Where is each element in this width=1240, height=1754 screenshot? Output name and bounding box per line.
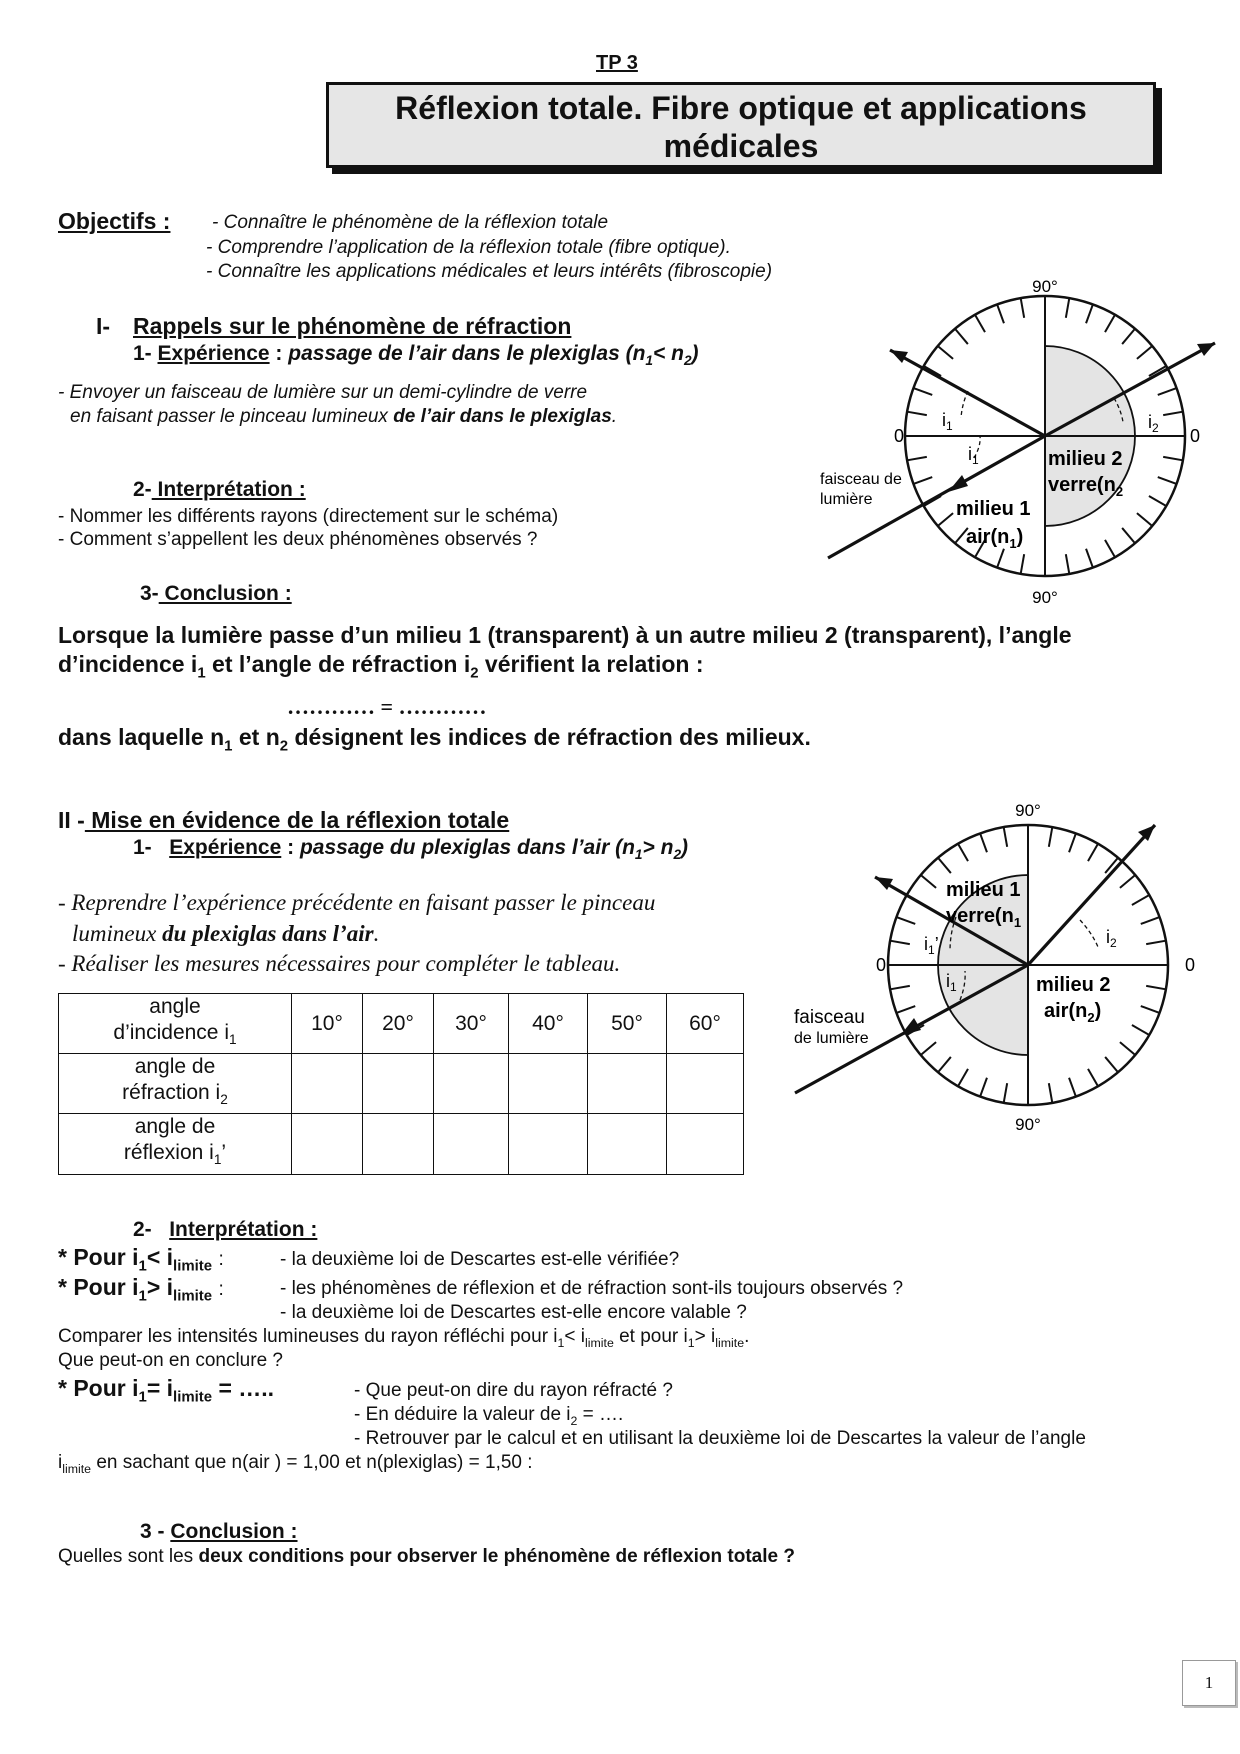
protractor-tick	[1105, 540, 1115, 557]
page-title	[326, 82, 1156, 168]
formula-blank: ………… = …………	[287, 694, 487, 719]
protractor-tick	[907, 412, 927, 415]
protractor-tick	[1069, 833, 1076, 852]
diagram-2-right-label: 0	[1185, 955, 1196, 975]
diagram-2-medium-1-line-1: milieu 1	[946, 879, 1021, 901]
protractor-tick	[913, 477, 932, 484]
case-3-question-4: $i_{limite}$ en sachant que n(air ) = 1,00 et n(plexiglas) = 1,50 :	[58, 1452, 533, 1476]
protractor-tick	[1141, 1006, 1160, 1013]
objectives-label: Objectifs :	[58, 208, 171, 234]
instruction-2-1: - Reprendre l’expérience précédente en faisant passer le pinceau	[58, 890, 656, 915]
diagram-1-top-label: 90°	[1032, 277, 1058, 296]
protractor-tick	[1004, 1083, 1007, 1103]
protractor-tick	[1021, 298, 1024, 318]
protractor-tick	[1146, 941, 1166, 944]
protractor-tick	[997, 304, 1004, 323]
angle-arc-reflection	[961, 391, 968, 418]
page-number-box	[1182, 1660, 1236, 1706]
protractor-tick	[1088, 844, 1098, 861]
table-empty-cell[interactable]	[434, 1114, 509, 1174]
protractor-tick	[896, 1006, 915, 1013]
experiment-2-colon: :	[281, 836, 300, 859]
experiment-1-heading: 1- Expérience : passage de l’air dans le plexiglas $(n_1< n_2)$	[133, 342, 699, 369]
angle-arc-refraction-2	[1080, 920, 1098, 947]
interpretation-1-heading	[133, 478, 306, 502]
diagram-1-medium-2-line-1: milieu 2	[1048, 448, 1123, 470]
conclude-question: Que peut-on en conclure ?	[58, 1350, 283, 1371]
protractor-tick	[1149, 496, 1166, 506]
table-value-cell: 40°	[509, 994, 588, 1054]
protractor-tick	[1122, 329, 1135, 344]
protractor-tick	[938, 1057, 951, 1072]
conclusion-2-question: Quelles sont les deux conditions pour observer le phénomène de réflexion totale ?	[58, 1546, 795, 1567]
table-empty-cell[interactable]	[434, 1054, 509, 1114]
diagram-2-angle-i1-reflection: $i_1$’	[924, 934, 939, 957]
protractor-tick	[1004, 827, 1007, 847]
diagram-1-right-label: 0	[1190, 426, 1201, 446]
diagram-2-left-label: 0	[876, 955, 887, 975]
diagram-1-bottom-label: 90°	[1032, 588, 1058, 607]
experiment-1-text: passage de l’air dans le plexiglas (n	[288, 342, 646, 365]
table-header-refraction: angle de réfraction $i_2$	[59, 1054, 292, 1114]
protractor-tick	[938, 346, 953, 359]
conclusion-1-text-2: d’incidence $i_1$ et l’angle de réfraction $i_2$ vérifient la relation :	[58, 651, 704, 682]
diagram-1-medium-1-line-1: milieu 1	[956, 498, 1031, 520]
diagram-2-medium-2-line-1: milieu 2	[1036, 974, 1111, 996]
protractor-tick	[1066, 554, 1069, 574]
table-value-cell: 60°	[667, 994, 744, 1054]
protractor-tick	[1086, 304, 1093, 323]
table-value-cell: 20°	[363, 994, 434, 1054]
conclusion-1-text-3c: désignent les indices de réfraction des milieux.	[288, 724, 811, 750]
refracted-arrow-icon	[1197, 343, 1215, 356]
diagram-2-bottom-label: 90°	[1015, 1115, 1041, 1134]
tp-number: TP 3	[596, 52, 638, 74]
compare-intensities: Comparer les intensités lumineuses du rayon réfléchi pour $i_1< i_{limite}$ et pour $i_1> i_{limite}$.	[58, 1326, 750, 1350]
conclusion-1-text-2c: vérifient la relation :	[478, 651, 704, 677]
experiment-1-relation: < n	[653, 342, 684, 365]
case-2-question-2: - la deuxième loi de Descartes est-elle encore valable ?	[280, 1302, 747, 1323]
protractor-tick	[1105, 1057, 1118, 1072]
diagram-1-angle-i1-reflection: $i_1$	[942, 410, 953, 433]
protractor-tick	[921, 875, 936, 888]
protractor-tick	[1132, 895, 1149, 905]
protractor-tick	[907, 457, 927, 460]
table-empty-cell[interactable]	[667, 1114, 744, 1174]
table-value-cell: 10°	[292, 994, 363, 1054]
table-empty-cell[interactable]	[509, 1054, 588, 1114]
protractor-tick	[1141, 917, 1160, 924]
interpretation-1-number: 2-	[133, 478, 152, 501]
objective-2: - Comprendre l’application de la réflexion totale (fibre optique).	[206, 237, 731, 258]
case-2-question-1: - les phénomènes de réflexion et de réfraction sont-ils toujours observés ?	[280, 1278, 904, 1299]
protractor-tick	[1049, 827, 1052, 847]
case-3-question-1: - Que peut-on dire du rayon réfracté ?	[354, 1380, 673, 1401]
refracted-ray-2	[1028, 825, 1155, 965]
protractor-tick	[997, 549, 1004, 568]
refraction-diagram-1	[810, 270, 1230, 610]
protractor-tick	[896, 917, 915, 924]
diagram-1-source-label-1: faisceau de	[820, 471, 902, 488]
protractor-tick	[921, 1042, 936, 1055]
protractor-tick	[1137, 513, 1152, 526]
experiment-2-heading: 1- Expérience : passage du plexiglas dans l’air $(n_1> n_2)$	[133, 836, 689, 863]
protractor-tick	[890, 986, 910, 989]
objective-1: - Connaître le phénomène de la réflexion totale	[212, 212, 609, 233]
reflected-arrow-icon	[890, 350, 908, 363]
diagram-2-source-label-2: de lumière	[794, 1030, 869, 1047]
experiment-2-number: 1-	[133, 836, 152, 859]
table-empty-cell[interactable]	[588, 1054, 667, 1114]
table-value-cell: 30°	[434, 994, 509, 1054]
experiment-1-number: 1-	[133, 342, 158, 365]
table-header-reflection: angle de réflexion $i_1$’	[59, 1114, 292, 1174]
instruction-2: en faisant passer le pinceau lumineux de l’air dans le plexiglas.	[70, 406, 618, 427]
section-1-number: I-	[96, 313, 111, 339]
protractor-tick	[1158, 477, 1177, 484]
table-empty-cell[interactable]	[588, 1114, 667, 1174]
protractor-tick	[1105, 315, 1115, 332]
table-empty-cell[interactable]	[363, 1054, 434, 1114]
page-number: 1	[1204, 1673, 1214, 1692]
title-line-1: Réflexion totale. Fibre optique et applications	[395, 90, 1087, 126]
experiment-1-label: Expérience	[157, 342, 270, 365]
diagram-2-top-label: 90°	[1015, 801, 1041, 820]
protractor-tick	[1049, 1083, 1052, 1103]
instruction-1: - Envoyer un faisceau de lumière sur un demi-cylindre de verre	[58, 382, 588, 403]
protractor-tick	[1146, 986, 1166, 989]
table-value-cell: 50°	[588, 994, 667, 1054]
reflected-arrow-icon-2	[875, 877, 893, 890]
diagram-1-angle-i2: $i_2$	[1148, 412, 1159, 435]
experiment-1-colon: :	[269, 342, 289, 365]
diagram-1-source-label-2: lumière	[820, 491, 873, 508]
protractor-tick	[1122, 528, 1135, 543]
protractor-tick	[975, 315, 985, 332]
protractor-tick	[1066, 298, 1069, 318]
table-empty-cell[interactable]	[292, 1114, 363, 1174]
protractor-tick	[1163, 457, 1183, 460]
interpretation-1-question-2: - Comment s’appellent les deux phénomènes observés ?	[58, 529, 538, 550]
interpretation-2-heading	[133, 1218, 317, 1242]
conclusion-1-label: Conclusion :	[158, 582, 292, 605]
case-1-question: - la deuxième loi de Descartes est-elle vérifiée?	[280, 1249, 680, 1270]
table-empty-cell[interactable]	[292, 1054, 363, 1114]
conclusion-1-text-2a: d’incidence i	[58, 651, 198, 677]
interpretation-2-label: Interprétation :	[169, 1218, 318, 1241]
protractor-tick	[1137, 346, 1152, 359]
protractor-tick	[1021, 554, 1024, 574]
table-row	[59, 994, 744, 1054]
protractor-tick	[958, 844, 968, 861]
protractor-tick	[980, 833, 987, 852]
protractor-tick	[1069, 1078, 1076, 1097]
instruction-2-bold: de l’air dans le plexiglas	[393, 406, 612, 427]
table-row	[59, 1114, 744, 1174]
protractor-tick	[980, 1078, 987, 1097]
refraction-diagram-2	[780, 795, 1210, 1140]
section-2-title: Mise en évidence de la réflexion totale	[84, 807, 510, 833]
protractor-tick	[913, 388, 932, 395]
case-3-question-3: - Retrouver par le calcul et en utilisant la deuxième loi de Descartes la valeur de l’angle	[354, 1428, 1086, 1449]
table-header-incidence: angle d’incidence $i_1$	[59, 994, 292, 1054]
conclusion-1-text-3: dans laquelle $n_1$ et $n_2$ désignent les indices de réfraction des milieux.	[58, 724, 811, 755]
conclusion-1-text-3b: et n	[232, 724, 280, 750]
conclusion-2-heading	[140, 1520, 298, 1544]
diagram-1-left-label: 0	[894, 426, 905, 446]
protractor-tick	[938, 513, 953, 526]
instruction-2-text: en faisant passer le pinceau lumineux	[70, 406, 394, 427]
table-empty-cell[interactable]	[509, 1114, 588, 1174]
protractor-tick	[955, 329, 968, 344]
conclusion-1-text-2b: et l’angle de réfraction i	[205, 651, 471, 677]
conclusion-1-heading	[140, 582, 292, 606]
conclusion-1-number: 3-	[140, 582, 159, 605]
conclusion-1-text-1: Lorsque la lumière passe d’un milieu 1 (transparent) à un autre milieu 2 (transparent), l’angle	[58, 622, 1072, 648]
protractor-tick	[890, 941, 910, 944]
protractor-tick	[1120, 1042, 1135, 1055]
diagram-2-source-label-1: faisceau	[794, 1007, 865, 1028]
instruction-2-2-bold: du plexiglas dans l’air	[162, 921, 374, 946]
measurement-table	[58, 993, 744, 1175]
diagram-1-medium-1-line-2: $air(n_1)$	[966, 526, 1024, 551]
diagram-2-medium-1-line-2: $verre(n_1$	[946, 905, 1022, 930]
section-1-title: Rappels sur le phénomène de réfraction	[133, 313, 572, 339]
experiment-2-label: Expérience	[169, 836, 282, 859]
incident-arrow-icon	[948, 475, 968, 492]
protractor-tick	[1086, 549, 1093, 568]
conclusion-2-label: Conclusion :	[170, 1520, 298, 1543]
objective-3: - Connaître les applications médicales et leurs intérêts (fibroscopie)	[206, 261, 773, 282]
interpretation-1-question-1: - Nommer les différents rayons (directement sur le schéma)	[58, 506, 559, 527]
protractor-tick	[958, 1069, 968, 1086]
table-empty-cell[interactable]	[667, 1054, 744, 1114]
section-2-heading	[58, 807, 509, 834]
diagram-2-medium-2-line-2: $air(n_2)$	[1044, 1000, 1102, 1025]
protractor-tick	[1163, 412, 1183, 415]
case-2-label: * Pour $i_1> i_{limite}$ :	[58, 1274, 224, 1305]
protractor-tick	[938, 858, 951, 873]
instruction-2-2: lumineux du plexiglas dans l’air.	[72, 921, 380, 946]
table-empty-cell[interactable]	[363, 1114, 434, 1174]
protractor-tick	[1132, 1025, 1149, 1035]
experiment-2-relation: > n	[642, 836, 674, 859]
diagram-1-medium-2-line-2: $verre(n_2$	[1048, 474, 1124, 499]
title-line-2: médicales	[663, 128, 819, 164]
diagram-2-angle-i2: $i_2$	[1106, 927, 1117, 950]
protractor-tick	[1120, 875, 1135, 888]
protractor-tick	[1088, 1069, 1098, 1086]
diagram-2-angle-i1-incidence: $i_1$	[946, 971, 957, 994]
conclusion-1-text-3a: dans laquelle n	[58, 724, 225, 750]
instruction-2-3: - Réaliser les mesures nécessaires pour compléter le tableau.	[58, 951, 621, 976]
case-1-label: * Pour $i_1< i_{limite}$ :	[58, 1244, 224, 1275]
conclusion-2-number: 3 -	[140, 1520, 171, 1543]
interpretation-2-number: 2-	[133, 1218, 152, 1241]
case-3-label: * Pour $i_1= i_{limite}$ = …..	[58, 1375, 275, 1406]
protractor-tick	[1158, 388, 1177, 395]
section-2-number: II -	[58, 807, 85, 833]
instruction-2-2-text: lumineux	[72, 921, 163, 946]
table-row	[59, 1054, 744, 1114]
interpretation-1-label: Interprétation :	[151, 478, 306, 501]
case-3-question-2: - En déduire la valeur de $i_2$ = ….	[354, 1404, 624, 1428]
diagram-1-angle-i1-incidence: $i_1$	[968, 444, 979, 467]
experiment-2-text: passage du plexiglas dans l’air (n	[299, 836, 635, 859]
